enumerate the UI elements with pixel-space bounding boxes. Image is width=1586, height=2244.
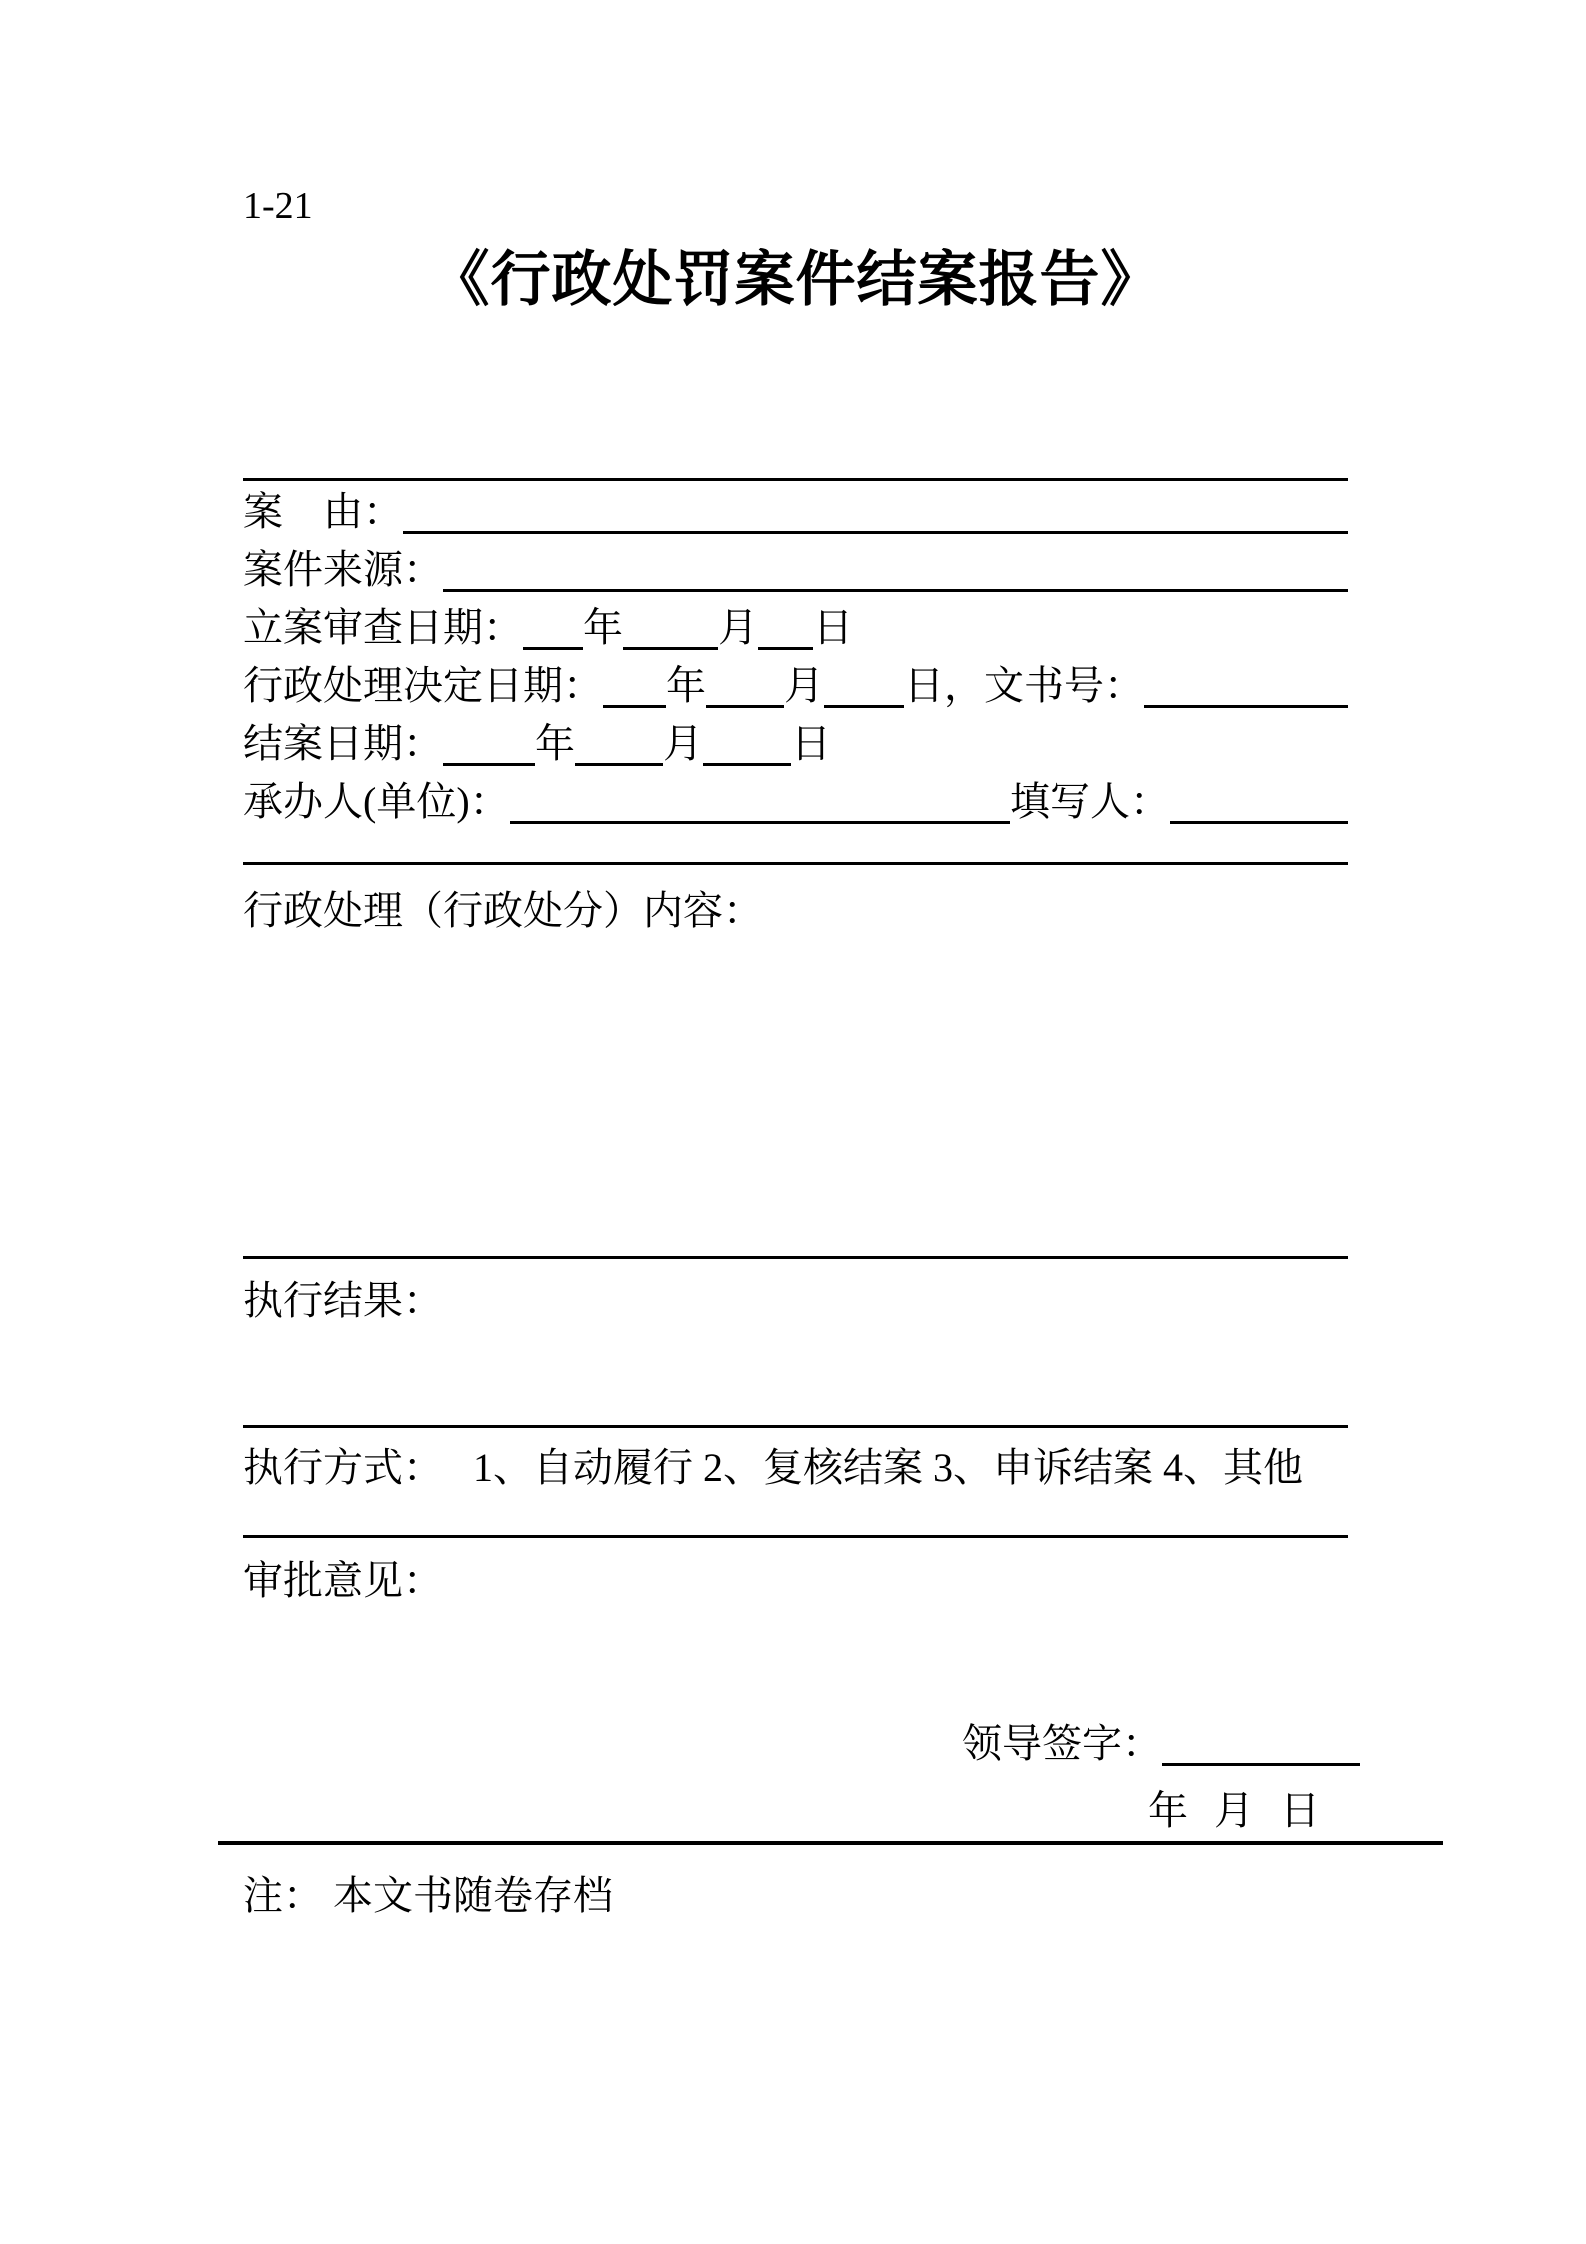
filler-label: 填写人： (1010, 779, 1170, 824)
row-case-source (243, 546, 1348, 592)
section-rule-approval (243, 1535, 1348, 1538)
undertaker-label: 承办人(单位)： (243, 779, 510, 824)
form-code: 1-21 (243, 185, 313, 227)
decision-month-blank[interactable] (706, 699, 784, 708)
row-execution-mode (243, 1445, 1303, 1491)
case-source-blank[interactable] (443, 583, 1348, 592)
execution-mode-options: 1、自动履行 2、复核结案 3、申诉结案 4、其他 (473, 1445, 1303, 1490)
filing-review-date-label: 立案审查日期： (243, 605, 523, 650)
archive-note-label: 注： 本文书随卷存档 (243, 1873, 613, 1918)
decision-date-label: 行政处理决定日期： (243, 663, 603, 708)
row-decision-date (243, 662, 1348, 708)
filing-month-label: 月 (718, 605, 758, 650)
footer-rule (218, 1841, 1443, 1845)
decision-day-blank[interactable] (824, 699, 904, 708)
closing-year-label: 年 (535, 721, 575, 766)
filing-day-label: 日 (813, 605, 853, 650)
undertaker-blank[interactable] (510, 815, 1010, 824)
decision-month-label: 月 (784, 663, 824, 708)
filing-month-blank[interactable] (623, 641, 718, 650)
case-cause-blank[interactable] (403, 525, 1348, 534)
row-case-cause (243, 488, 1348, 534)
execution-result-label: 执行结果： (243, 1278, 443, 1323)
filler-blank[interactable] (1170, 815, 1348, 824)
row-leader-signature (962, 1720, 1360, 1766)
leader-signature-blank[interactable] (1162, 1757, 1360, 1766)
closing-day-blank[interactable] (703, 757, 791, 766)
doc-number-blank[interactable] (1144, 699, 1348, 708)
closing-date-label: 结案日期： (243, 721, 443, 766)
filing-year-label: 年 (583, 605, 623, 650)
closing-month-blank[interactable] (575, 757, 663, 766)
approval-opinion-label: 审批意见： (243, 1558, 443, 1603)
page-title: 《行政处罚案件结案报告》 (429, 247, 1162, 313)
closing-month-label: 月 (663, 721, 703, 766)
closing-day-label: 日 (791, 721, 831, 766)
closing-year-blank[interactable] (443, 757, 535, 766)
section-rule-top (243, 478, 1348, 481)
case-source-label: 案件来源： (243, 547, 443, 592)
decision-day-docno-label: 日，文书号： (904, 663, 1144, 708)
filing-year-blank[interactable] (523, 641, 583, 650)
decision-year-label: 年 (666, 663, 706, 708)
section-rule-result (243, 1256, 1348, 1259)
decision-year-blank[interactable] (603, 699, 666, 708)
sign-date-label: 年 月 日 (1148, 1788, 1320, 1833)
row-filing-review-date (243, 604, 1348, 650)
case-cause-label: 案 由： (243, 489, 403, 534)
row-undertaker (243, 778, 1348, 824)
row-closing-date (243, 720, 1348, 766)
section-rule-mode (243, 1425, 1348, 1428)
leader-signature-label: 领导签字： (962, 1721, 1162, 1766)
execution-mode-label: 执行方式： (243, 1445, 443, 1490)
filing-day-blank[interactable] (758, 641, 813, 650)
section-rule-treatment (243, 862, 1348, 865)
treatment-content-label: 行政处理（行政处分）内容： (243, 888, 763, 933)
